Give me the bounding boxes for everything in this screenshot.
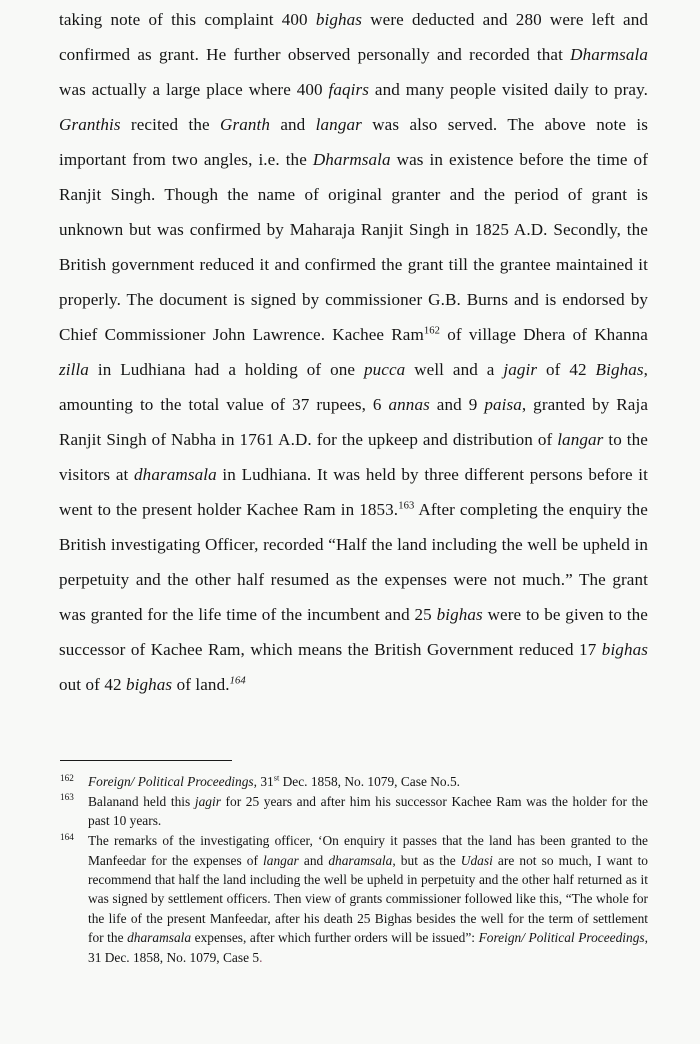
italic-term: faqirs (328, 80, 370, 99)
text-run: well and a (405, 360, 504, 379)
text-run: for 25 years and after him his successor Kachee Ram was the holder for the past 10 years. (88, 793, 648, 829)
italic-term: langar (557, 430, 604, 449)
text-run: , but as the (392, 852, 461, 868)
footnote-text (88, 831, 648, 967)
italic-term: bighas (126, 675, 173, 694)
italic-term: dharamsala (134, 465, 217, 484)
footnote-reference-marker: 164 (229, 675, 246, 687)
text-run: Balanand held this (88, 793, 195, 809)
italic-term: paisa (484, 395, 522, 414)
footnote-text (88, 792, 648, 831)
footnote-entry (60, 831, 648, 967)
text-run: , 31 (253, 774, 274, 789)
text-run: , 31 Dec. 1858, No. 1079, Case 5 (88, 930, 648, 965)
text-run: of land. (172, 675, 230, 694)
text-run: of village Dhera of Khanna (440, 325, 648, 344)
italic-term: Bighas (595, 360, 644, 379)
text-run: and (298, 852, 329, 868)
text-run: to the visitors at (59, 430, 648, 484)
footnote-reference-marker: 162 (423, 325, 441, 337)
footnote-number: 163 (60, 792, 74, 803)
text-run: are not so much, I want to recommend that half the land including the well be upheld in perpetuity and the other half returned as it was signed by settlement officers. Then view of grants commissioner followed like this, “The whole for the life of the present Manfeedar, after his death 25 Bighas besides the well for the term of settlement for the (88, 852, 648, 946)
text-run: Dec. 1858, No. 1079, Case No.5. (279, 774, 461, 789)
italic-term: annas (388, 395, 430, 414)
text-run: The remarks of the investigating officer, ‘On enquiry it passes that the land has been granted to the Manfeedar for the expenses of (88, 833, 648, 868)
text-run: out of 42 (59, 675, 126, 694)
italic-term: Foreign/ Political Proceedings (478, 930, 645, 946)
footnote-text (88, 772, 648, 791)
footnote-number: 164 (60, 831, 74, 842)
italic-term: jagir (194, 793, 221, 809)
footnote-reference-marker: st (273, 773, 280, 783)
text-run: , amounting to the total value of 37 rupees, 6 (59, 360, 649, 414)
text-run: and many people visited daily to pray. (369, 80, 648, 99)
italic-term: Dharmsala (312, 150, 391, 169)
italic-term: Granth (220, 115, 270, 134)
italic-term: bighas (436, 605, 483, 624)
text-run: taking note of this complaint 400 (59, 10, 316, 29)
text-run: were to be given to the successor of Kachee Ram, which means the British Government reduced 17 (59, 605, 648, 659)
footnote-number: 162 (60, 772, 74, 783)
text-run: in Ludhiana. It was held by three different persons before it went to the present holder Kachee Ram in 1853. (59, 465, 649, 519)
text-run: was in existence before the time of Ranjit Singh. Though the name of original granter and the period of grant is unknown but was confirmed by Maharaja Ranjit Singh in 1825 A.D. Secondly, the British government reduced it and confirmed the grant till the grantee maintained it properly. The document is signed by commissioner G.B. Burns and is endorsed by Chief Commissioner John Lawrence. Kachee Ram (59, 150, 648, 344)
italic-term: jagir (503, 360, 538, 379)
italic-term: Udasi (460, 852, 493, 868)
text-run: , granted by Raja Ranjit Singh of Nabha in 1761 A.D. for the upkeep and distribution of (59, 395, 649, 449)
italic-term: pucca (363, 360, 406, 379)
italic-term: dharamsala (127, 930, 192, 946)
italic-term: Foreign/ Political Proceedings (88, 774, 254, 789)
italic-term: bighas (315, 10, 363, 29)
italic-term: langar (263, 852, 299, 868)
text-run: and (270, 115, 316, 134)
italic-term: Granthis (59, 115, 121, 134)
footnote-reference-marker: 163 (398, 500, 415, 512)
text-run: After completing the enquiry the British investigating Officer, recorded “Half the land including the well be upheld in perpetuity and the other half resumed as the expenses were not much.” The grant was granted for the life time of the incumbent and 25 (59, 500, 648, 624)
footnote-entry (60, 792, 648, 831)
footnotes-block (60, 772, 648, 968)
text-run: was actually a large place where 400 (59, 80, 329, 99)
italic-term: langar (315, 115, 362, 134)
text-run: . (259, 949, 263, 965)
italic-term: dharamsala (328, 852, 393, 868)
italic-term: bighas (601, 640, 648, 659)
text-run: expenses, after which further orders will be issued”: (191, 930, 479, 946)
text-run: and 9 (429, 395, 485, 414)
body-text-block (59, 0, 648, 702)
text-run: was also served. The above note is important from two angles, i.e. the (59, 115, 648, 169)
italic-term: Dharmsala (570, 45, 648, 64)
text-run: of 42 (537, 360, 596, 379)
footnote-entry (60, 772, 648, 791)
text-run: in Ludhiana had a holding of one (88, 360, 364, 379)
text-run: recited the (120, 115, 220, 134)
footnote-separator-rule (60, 760, 232, 761)
text-run: were deducted and 280 were left and confirmed as grant. He further observed personally and recorded that (59, 10, 648, 64)
body-paragraph (59, 0, 648, 702)
italic-term: zilla (59, 360, 89, 379)
